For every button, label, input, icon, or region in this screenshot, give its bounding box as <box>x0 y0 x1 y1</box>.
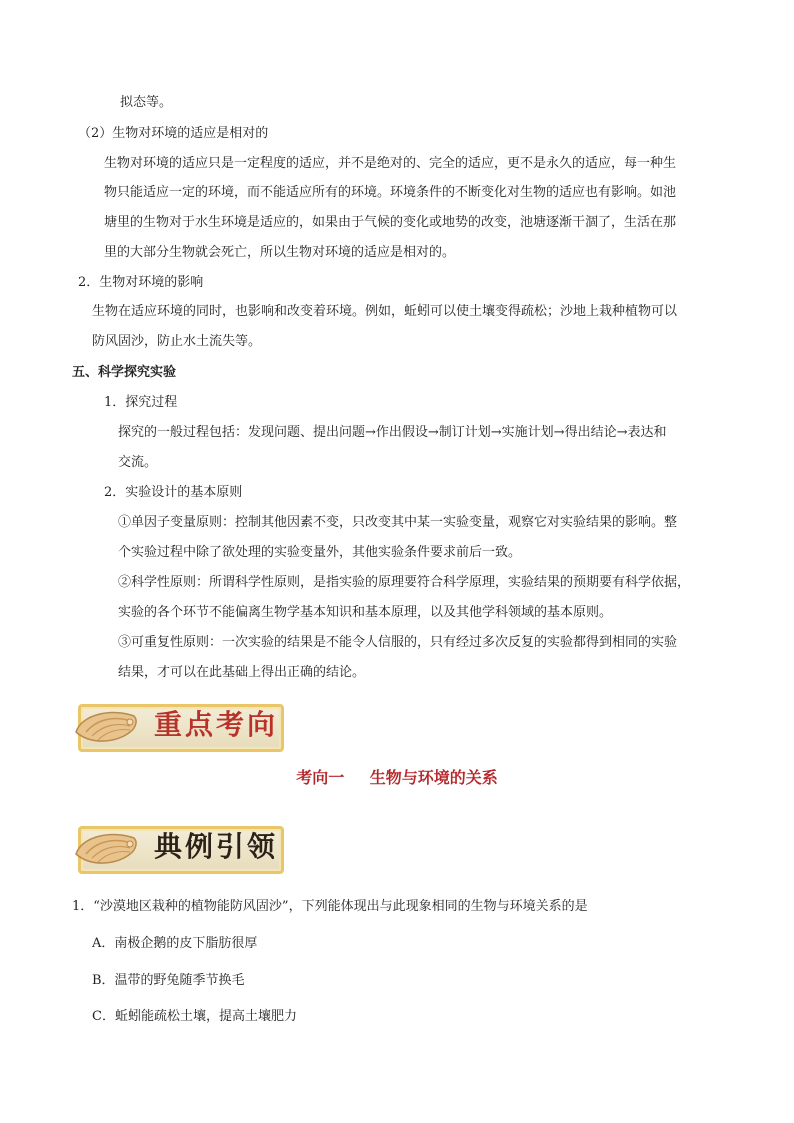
text-line: ③可重复性原则：一次实验的结果是不能令人信服的，只有经过多次反复的实验都得到相同的实验 <box>118 635 678 650</box>
text-line: （2）生物对环境的适应是相对的 <box>78 126 269 141</box>
text-line: 1．探究过程 <box>104 395 178 410</box>
text-line: 2．实验设计的基本原则 <box>104 485 243 500</box>
section-heading: 五、科学探究实验 <box>72 365 177 380</box>
text-line: 里的大部分生物就会死亡，所以生物对环境的适应是相对的。 <box>104 245 456 260</box>
text-line: ①单因子变量原则：控制其他因素不变，只改变其中某一实验变量，观察它对实验结果的影响。整 <box>118 515 678 530</box>
text-line: 探究的一般过程包括：发现问题、提出问题→作出假设→制订计划→实施计划→得出结论→表达和 <box>118 425 667 440</box>
text-line: 2．生物对环境的影响 <box>78 275 204 290</box>
text-line: 塘里的生物对于水生环境是适应的，如果由于气候的变化或地势的改变，池塘逐渐干涸了，生活在那 <box>104 215 677 230</box>
text-line: 拟态等。 <box>120 95 173 110</box>
text-line: 个实验过程中除了欲处理的实验变量外，其他实验条件要求前后一致。 <box>118 545 522 560</box>
text-line: 交流。 <box>118 455 158 470</box>
option-b: B．温带的野兔随季节换毛 <box>92 973 245 988</box>
text-line: 实验的各个环节不能偏离生物学基本知识和基本原理，以及其他学科领域的基本原则。 <box>118 605 613 620</box>
banner-title: 重点考向 <box>154 708 279 741</box>
key-direction-banner <box>72 700 282 750</box>
text-line: 生物对环境的适应只是一定程度的适应，并不是绝对的、完全的适应，更不是永久的适应，每一种生 <box>104 156 677 171</box>
text-line: 物只能适应一定的环境，而不能适应所有的环境。环境条件的不断变化对生物的适应也有影响。如池 <box>104 185 677 200</box>
text-line: 防风固沙，防止水土流失等。 <box>92 334 262 349</box>
example-banner <box>72 822 282 872</box>
section-name: 生物与环境的关系 <box>369 768 498 787</box>
text-line: 结果，才可以在此基础上得出正确的结论。 <box>118 665 366 680</box>
option-a: A．南极企鹅的皮下脂肪很厚 <box>92 936 258 951</box>
option-c: C．蚯蚓能疏松土壤，提高土壤肥力 <box>92 1009 297 1024</box>
section-title <box>0 765 794 788</box>
shell-icon <box>72 828 142 872</box>
question-text: 1．“沙漠地区栽种的植物能防风固沙”，下列能体现出与此现象相同的生物与环境关系的是 <box>72 899 588 914</box>
banner-title: 典例引领 <box>154 830 279 863</box>
text-line: 生物在适应环境的同时，也影响和改变着环境。例如，蚯蚓可以使土壤变得疏松；沙地上栽种植物可以 <box>92 304 678 319</box>
shell-icon <box>72 706 142 750</box>
text-line: ②科学性原则：所谓科学性原则，是指实验的原理要符合科学原理，实验结果的预期要有科学依据， <box>118 575 691 590</box>
section-label: 考向一 <box>296 768 345 787</box>
